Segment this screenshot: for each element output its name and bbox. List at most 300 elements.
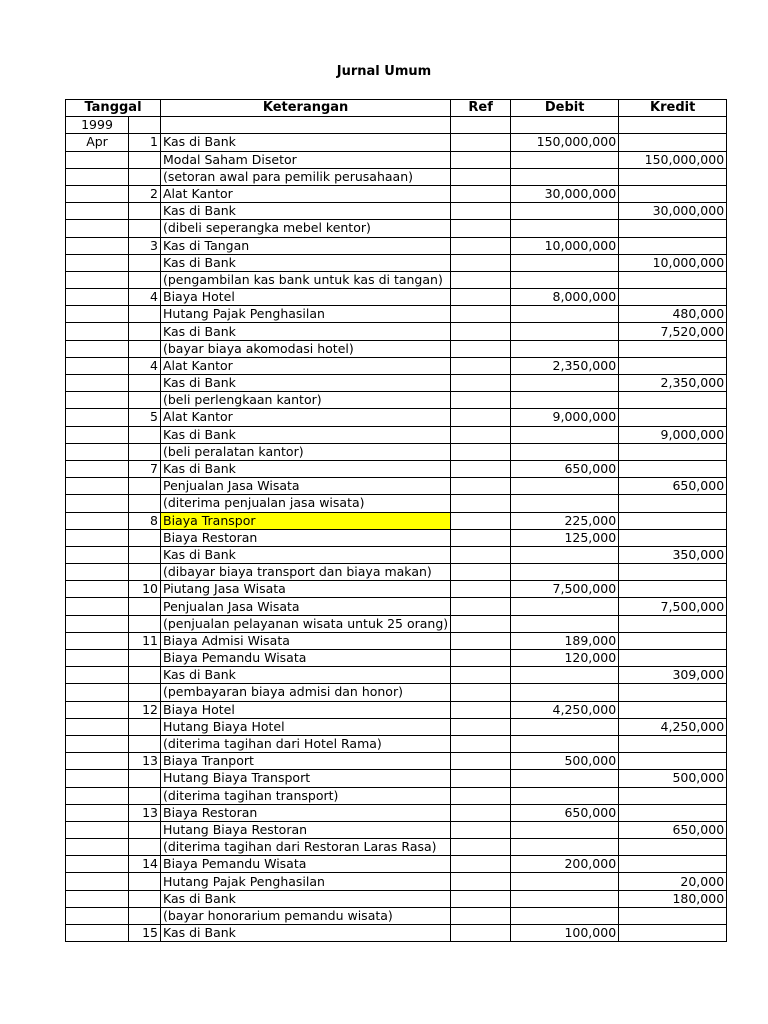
kredit-cell xyxy=(619,804,727,821)
journal-row xyxy=(66,392,727,409)
ref-cell xyxy=(451,495,511,512)
ref-cell xyxy=(451,375,511,392)
desc-text: Kas di Tangan xyxy=(163,237,250,253)
debit-cell xyxy=(511,271,619,288)
month-cell xyxy=(66,306,129,323)
day-cell xyxy=(129,839,161,856)
ref-cell xyxy=(451,409,511,426)
journal-row xyxy=(66,512,727,529)
month-cell xyxy=(66,564,129,581)
kredit-text: 650,000 xyxy=(672,478,725,494)
month-cell xyxy=(66,478,129,495)
kredit-cell xyxy=(619,357,727,374)
desc-text: Alat Kantor xyxy=(163,186,233,202)
kredit-cell xyxy=(619,546,727,563)
month-cell xyxy=(66,443,129,460)
journal-row xyxy=(66,357,727,374)
kredit-text: 7,500,000 xyxy=(660,598,725,614)
kredit-text: 500,000 xyxy=(672,770,725,786)
debit-cell xyxy=(511,460,619,477)
desc-cell xyxy=(161,615,451,632)
desc-cell xyxy=(161,203,451,220)
ref-cell xyxy=(451,873,511,890)
journal-row xyxy=(66,426,727,443)
ref-cell xyxy=(451,306,511,323)
ref-cell xyxy=(451,564,511,581)
day-cell xyxy=(129,821,161,838)
day-cell xyxy=(129,581,161,598)
kredit-cell xyxy=(619,340,727,357)
day-cell xyxy=(129,203,161,220)
desc-text: (pengambilan kas bank untuk kas di tangan) xyxy=(163,271,443,287)
kredit-cell xyxy=(619,203,727,220)
desc-cell xyxy=(161,529,451,546)
day-cell xyxy=(129,735,161,752)
desc-text: Hutang Biaya Hotel xyxy=(163,718,285,734)
desc-text: (diterima tagihan dari Hotel Rama) xyxy=(163,736,382,752)
journal-row xyxy=(66,856,727,873)
desc-text: Biaya Hotel xyxy=(163,701,235,717)
ref-cell xyxy=(451,323,511,340)
header-keterangan: Keterangan xyxy=(161,100,451,117)
debit-cell xyxy=(511,512,619,529)
day-cell xyxy=(129,426,161,443)
day-cell xyxy=(129,564,161,581)
day-cell xyxy=(129,684,161,701)
month-text: Apr xyxy=(86,134,108,150)
ref-cell xyxy=(451,529,511,546)
journal-body xyxy=(66,117,727,942)
debit-cell xyxy=(511,770,619,787)
debit-cell xyxy=(511,650,619,667)
ref-cell xyxy=(451,289,511,306)
debit-cell xyxy=(511,907,619,924)
month-cell xyxy=(66,925,129,942)
kredit-cell xyxy=(619,512,727,529)
day-cell xyxy=(129,615,161,632)
debit-cell xyxy=(511,684,619,701)
day-cell xyxy=(129,357,161,374)
kredit-cell xyxy=(619,684,727,701)
day-cell xyxy=(129,185,161,202)
day-cell xyxy=(129,340,161,357)
month-cell xyxy=(66,512,129,529)
desc-cell xyxy=(161,718,451,735)
desc-cell xyxy=(161,271,451,288)
desc-cell xyxy=(161,873,451,890)
day-cell xyxy=(129,632,161,649)
debit-text: 125,000 xyxy=(564,529,617,545)
ref-cell xyxy=(451,185,511,202)
desc-text: (dibeli seperangka mebel kentor) xyxy=(163,220,371,236)
debit-cell xyxy=(511,478,619,495)
desc-text: Kas di Bank xyxy=(163,426,236,442)
debit-cell xyxy=(511,168,619,185)
month-cell xyxy=(66,718,129,735)
header-debit: Debit xyxy=(511,100,619,117)
kredit-cell xyxy=(619,375,727,392)
day-cell xyxy=(129,856,161,873)
debit-cell xyxy=(511,753,619,770)
journal-row xyxy=(66,134,727,151)
day-text: 13 xyxy=(142,804,158,820)
journal-row xyxy=(66,787,727,804)
ref-cell xyxy=(451,598,511,615)
header-ref: Ref xyxy=(451,100,511,117)
ref-cell xyxy=(451,237,511,254)
desc-text: Kas di Bank xyxy=(163,546,236,562)
journal-row xyxy=(66,151,727,168)
ref-cell xyxy=(451,821,511,838)
debit-text: 200,000 xyxy=(564,856,617,872)
kredit-cell xyxy=(619,185,727,202)
debit-cell xyxy=(511,546,619,563)
journal-row xyxy=(66,340,727,357)
day-cell xyxy=(129,598,161,615)
kredit-text: 2,350,000 xyxy=(660,375,725,391)
journal-row xyxy=(66,684,727,701)
desc-cell xyxy=(161,632,451,649)
desc-cell xyxy=(161,546,451,563)
ref-cell xyxy=(451,667,511,684)
debit-cell xyxy=(511,495,619,512)
desc-cell xyxy=(161,770,451,787)
month-cell xyxy=(66,907,129,924)
ref-cell xyxy=(451,460,511,477)
debit-text: 4,250,000 xyxy=(552,701,617,717)
desc-text: Piutang Jasa Wisata xyxy=(163,581,286,597)
desc-cell xyxy=(161,735,451,752)
kredit-cell xyxy=(619,460,727,477)
desc-text: Modal Saham Disetor xyxy=(163,151,297,167)
day-cell xyxy=(129,151,161,168)
ref-cell xyxy=(451,340,511,357)
journal-row xyxy=(66,890,727,907)
desc-cell xyxy=(161,495,451,512)
desc-text: (dibayar biaya transport dan biaya makan) xyxy=(163,564,432,580)
journal-row xyxy=(66,168,727,185)
ref-cell xyxy=(451,770,511,787)
debit-text: 30,000,000 xyxy=(544,186,617,202)
ref-cell xyxy=(451,357,511,374)
debit-text: 189,000 xyxy=(564,632,617,648)
ref-cell xyxy=(451,650,511,667)
journal-table xyxy=(65,99,727,942)
month-cell xyxy=(66,804,129,821)
month-cell xyxy=(66,546,129,563)
kredit-cell xyxy=(619,856,727,873)
ref-cell xyxy=(451,546,511,563)
month-cell xyxy=(66,632,129,649)
day-cell xyxy=(129,460,161,477)
kredit-cell xyxy=(619,581,727,598)
debit-text: 650,000 xyxy=(564,461,617,477)
kredit-cell xyxy=(619,735,727,752)
ref-cell xyxy=(451,478,511,495)
desc-text: (beli peralatan kantor) xyxy=(163,443,304,459)
kredit-cell xyxy=(619,753,727,770)
desc-text: Alat Kantor xyxy=(163,357,233,373)
day-cell xyxy=(129,529,161,546)
journal-row xyxy=(66,701,727,718)
ref-cell xyxy=(451,392,511,409)
debit-text: 650,000 xyxy=(564,804,617,820)
month-cell xyxy=(66,151,129,168)
journal-row xyxy=(66,821,727,838)
desc-text: Hutang Pajak Penghasilan xyxy=(163,873,325,889)
kredit-cell xyxy=(619,564,727,581)
desc-text: (setoran awal para pemilik perusahaan) xyxy=(163,168,414,184)
ref-cell xyxy=(451,753,511,770)
ref-cell xyxy=(451,804,511,821)
debit-cell xyxy=(511,564,619,581)
desc-text: (diterima tagihan dari Restoran Laras Rasa) xyxy=(163,839,437,855)
desc-cell xyxy=(161,907,451,924)
ref-cell xyxy=(451,443,511,460)
day-cell xyxy=(129,546,161,563)
journal-row xyxy=(66,409,727,426)
desc-cell xyxy=(161,340,451,357)
kredit-text: 309,000 xyxy=(672,667,725,683)
desc-text: (diterima tagihan transport) xyxy=(163,787,339,803)
desc-text: Kas di Bank xyxy=(163,667,236,683)
day-cell xyxy=(129,718,161,735)
desc-cell xyxy=(161,890,451,907)
debit-cell xyxy=(511,237,619,254)
journal-row xyxy=(66,615,727,632)
ref-cell xyxy=(451,117,511,134)
desc-cell xyxy=(161,134,451,151)
day-text: 14 xyxy=(142,856,158,872)
desc-text: Biaya Transpor xyxy=(163,512,256,528)
kredit-cell xyxy=(619,718,727,735)
kredit-cell xyxy=(619,839,727,856)
day-cell xyxy=(129,787,161,804)
desc-cell xyxy=(161,650,451,667)
day-text: 7 xyxy=(150,461,158,477)
day-cell xyxy=(129,392,161,409)
desc-text: Alat Kantor xyxy=(163,409,233,425)
kredit-cell xyxy=(619,529,727,546)
journal-row xyxy=(66,546,727,563)
debit-cell xyxy=(511,718,619,735)
kredit-text: 30,000,000 xyxy=(652,203,725,219)
desc-text: Hutang Biaya Transport xyxy=(163,770,311,786)
debit-cell xyxy=(511,323,619,340)
day-text: 3 xyxy=(150,237,158,253)
desc-text: Biaya Pemandu Wisata xyxy=(163,650,307,666)
desc-cell xyxy=(161,478,451,495)
kredit-text: 9,000,000 xyxy=(660,426,725,442)
desc-cell xyxy=(161,409,451,426)
page-title: Jurnal Umum xyxy=(336,64,432,79)
month-cell xyxy=(66,581,129,598)
day-cell xyxy=(129,667,161,684)
journal-row xyxy=(66,753,727,770)
day-text: 10 xyxy=(142,581,158,597)
journal-row xyxy=(66,925,727,942)
ref-cell xyxy=(451,787,511,804)
debit-cell xyxy=(511,804,619,821)
desc-cell xyxy=(161,237,451,254)
kredit-cell xyxy=(619,134,727,151)
desc-text: (pembayaran biaya admisi dan honor) xyxy=(163,684,403,700)
debit-cell xyxy=(511,443,619,460)
debit-cell xyxy=(511,357,619,374)
day-cell xyxy=(129,890,161,907)
desc-cell xyxy=(161,151,451,168)
debit-cell xyxy=(511,856,619,873)
kredit-text: 650,000 xyxy=(672,821,725,837)
kredit-cell xyxy=(619,323,727,340)
year-cell: 1999 xyxy=(66,117,129,134)
ref-cell xyxy=(451,684,511,701)
desc-cell xyxy=(161,254,451,271)
desc-cell xyxy=(161,804,451,821)
day-cell xyxy=(129,237,161,254)
desc-cell xyxy=(161,787,451,804)
month-cell xyxy=(66,873,129,890)
month-cell xyxy=(66,203,129,220)
journal-row xyxy=(66,632,727,649)
desc-cell xyxy=(161,564,451,581)
debit-cell xyxy=(511,306,619,323)
month-cell xyxy=(66,323,129,340)
ref-cell xyxy=(451,925,511,942)
desc-cell xyxy=(161,598,451,615)
ref-cell xyxy=(451,735,511,752)
kredit-cell xyxy=(619,117,727,134)
debit-cell xyxy=(511,203,619,220)
ref-cell xyxy=(451,254,511,271)
month-cell xyxy=(66,289,129,306)
day-cell xyxy=(129,117,161,134)
debit-text: 8,000,000 xyxy=(552,289,617,305)
month-cell xyxy=(66,856,129,873)
month-cell xyxy=(66,735,129,752)
desc-text: Kas di Bank xyxy=(163,134,236,150)
desc-cell xyxy=(161,306,451,323)
kredit-cell xyxy=(619,220,727,237)
kredit-cell xyxy=(619,443,727,460)
kredit-cell xyxy=(619,306,727,323)
ref-cell xyxy=(451,426,511,443)
ref-cell xyxy=(451,718,511,735)
day-cell xyxy=(129,409,161,426)
debit-text: 9,000,000 xyxy=(552,409,617,425)
debit-cell xyxy=(511,117,619,134)
day-text: 2 xyxy=(150,186,158,202)
ref-cell xyxy=(451,632,511,649)
month-cell xyxy=(66,650,129,667)
day-text: 11 xyxy=(142,632,158,648)
journal-row xyxy=(66,185,727,202)
day-text: 12 xyxy=(142,701,158,717)
month-cell xyxy=(66,426,129,443)
kredit-cell xyxy=(619,426,727,443)
month-cell xyxy=(66,598,129,615)
desc-text: (diterima penjualan jasa wisata) xyxy=(163,495,365,511)
desc-text: Kas di Bank xyxy=(163,203,236,219)
debit-cell xyxy=(511,890,619,907)
kredit-cell xyxy=(619,254,727,271)
day-text: 13 xyxy=(142,753,158,769)
desc-cell xyxy=(161,289,451,306)
month-cell xyxy=(66,392,129,409)
day-cell xyxy=(129,650,161,667)
debit-cell xyxy=(511,426,619,443)
journal-row xyxy=(66,220,727,237)
kredit-cell xyxy=(619,478,727,495)
ref-cell xyxy=(451,890,511,907)
month-cell xyxy=(66,615,129,632)
month-cell xyxy=(66,375,129,392)
debit-cell xyxy=(511,667,619,684)
day-text: 4 xyxy=(150,289,158,305)
journal-row xyxy=(66,907,727,924)
desc-cell xyxy=(161,581,451,598)
journal-row xyxy=(66,323,727,340)
ref-cell xyxy=(451,856,511,873)
desc-text: Biaya Pemandu Wisata xyxy=(163,856,307,872)
day-text: 8 xyxy=(150,512,158,528)
journal-row xyxy=(66,598,727,615)
debit-cell xyxy=(511,821,619,838)
month-cell xyxy=(66,340,129,357)
desc-text: Kas di Bank xyxy=(163,925,236,941)
journal-row xyxy=(66,495,727,512)
debit-text: 225,000 xyxy=(564,512,617,528)
journal-row xyxy=(66,443,727,460)
journal-row xyxy=(66,203,727,220)
debit-cell xyxy=(511,151,619,168)
kredit-cell xyxy=(619,667,727,684)
kredit-cell xyxy=(619,392,727,409)
month-cell xyxy=(66,185,129,202)
desc-cell xyxy=(161,839,451,856)
kredit-text: 10,000,000 xyxy=(652,254,725,270)
kredit-text: 4,250,000 xyxy=(660,718,725,734)
ref-cell xyxy=(451,134,511,151)
kredit-text: 150,000,000 xyxy=(644,151,725,167)
journal-row xyxy=(66,460,727,477)
desc-text: Biaya Tranport xyxy=(163,753,254,769)
desc-text: Penjualan Jasa Wisata xyxy=(163,598,300,614)
kredit-text: 350,000 xyxy=(672,546,725,562)
desc-cell xyxy=(161,168,451,185)
desc-cell xyxy=(161,375,451,392)
journal-row xyxy=(66,735,727,752)
ref-cell xyxy=(451,203,511,220)
debit-cell xyxy=(511,701,619,718)
day-text: 15 xyxy=(142,925,158,941)
day-cell xyxy=(129,770,161,787)
day-cell xyxy=(129,478,161,495)
desc-text: Kas di Bank xyxy=(163,254,236,270)
desc-text: Kas di Bank xyxy=(163,375,236,391)
desc-text: (beli perlengkaan kantor) xyxy=(163,392,322,408)
day-cell xyxy=(129,306,161,323)
desc-text: Hutang Biaya Restoran xyxy=(163,821,308,837)
journal-row xyxy=(66,237,727,254)
desc-text: Kas di Bank xyxy=(163,461,236,477)
journal-row xyxy=(66,254,727,271)
day-cell xyxy=(129,495,161,512)
journal-row xyxy=(66,667,727,684)
kredit-cell xyxy=(619,907,727,924)
kredit-cell xyxy=(619,237,727,254)
journal-row xyxy=(66,873,727,890)
